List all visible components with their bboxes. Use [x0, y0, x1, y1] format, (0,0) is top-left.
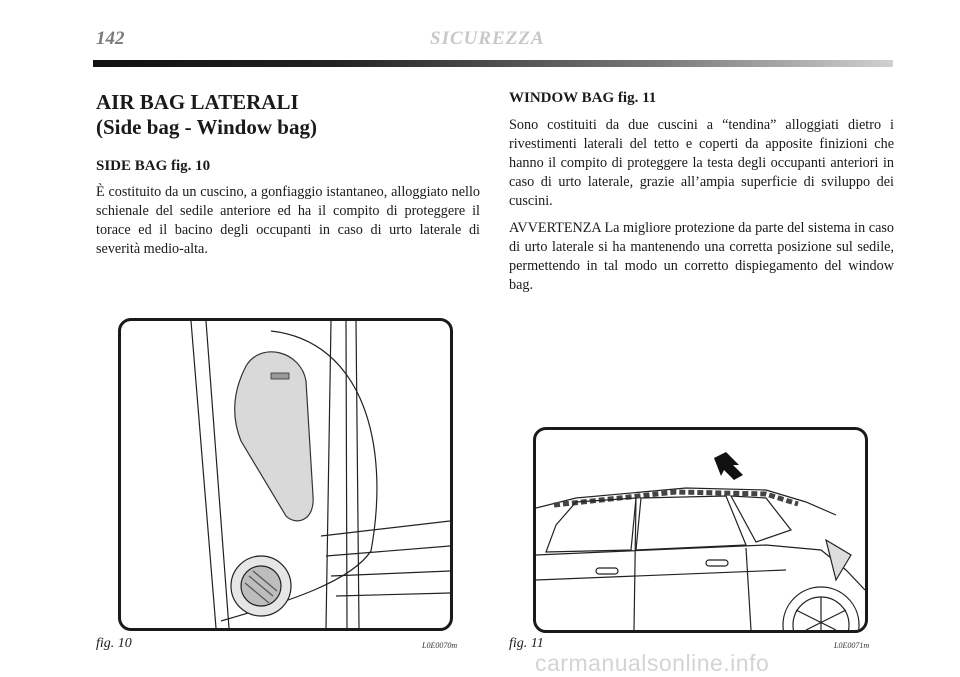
- figure-10-code: L0E0070m: [422, 641, 458, 650]
- section-title: SICUREZZA: [430, 28, 545, 49]
- heading-line-2: (Side bag - Window bag): [96, 115, 317, 139]
- figure-10-caption: fig. 10: [96, 636, 132, 651]
- warning-paragraph: AVVERTENZA La migliore protezione da parte del sistema in caso di urto laterale si ha mantenendo una corretta posizione sul sedile, permettendo in tal modo un corretto dispiegamento del window bag.: [509, 220, 894, 293]
- figure-11-frame: [533, 427, 868, 633]
- header-rule: [93, 60, 893, 67]
- window-bag-heading: WINDOW BAG fig. 11: [509, 90, 657, 106]
- window-airbag-car-illustration-icon: [536, 430, 865, 630]
- side-bag-paragraph: È costituito da un cuscino, a gonfiaggio istantaneo, alloggiato nello schienale del sedile anteriore ed ha il compito di proteggere il torace ed il bacino degli occupanti in caso di urto laterale di severità medio-alta.: [96, 184, 480, 257]
- page-heading: [96, 90, 317, 140]
- heading-line-1: AIR BAG LATERALI: [96, 90, 299, 114]
- watermark: carmanualsonline.info: [535, 650, 770, 676]
- window-bag-paragraph: Sono costituiti da due cuscini a “tendina” alloggiati dietro i rivestimenti laterali del tetto e coperti da apposite finizioni che hanno il compito di proteggere la testa degli occupanti anteriori in caso di urto laterale, grazie all’ampia superficie di sviluppo dei cuscini.: [509, 117, 894, 209]
- side-bag-heading: SIDE BAG fig. 10: [96, 158, 211, 174]
- figure-11-caption: fig. 11: [509, 636, 544, 651]
- figure-10-frame: [118, 318, 453, 631]
- figure-11-code: L0E0071m: [834, 641, 870, 650]
- side-airbag-seat-illustration-icon: [121, 321, 450, 628]
- page-number: 142: [96, 28, 125, 49]
